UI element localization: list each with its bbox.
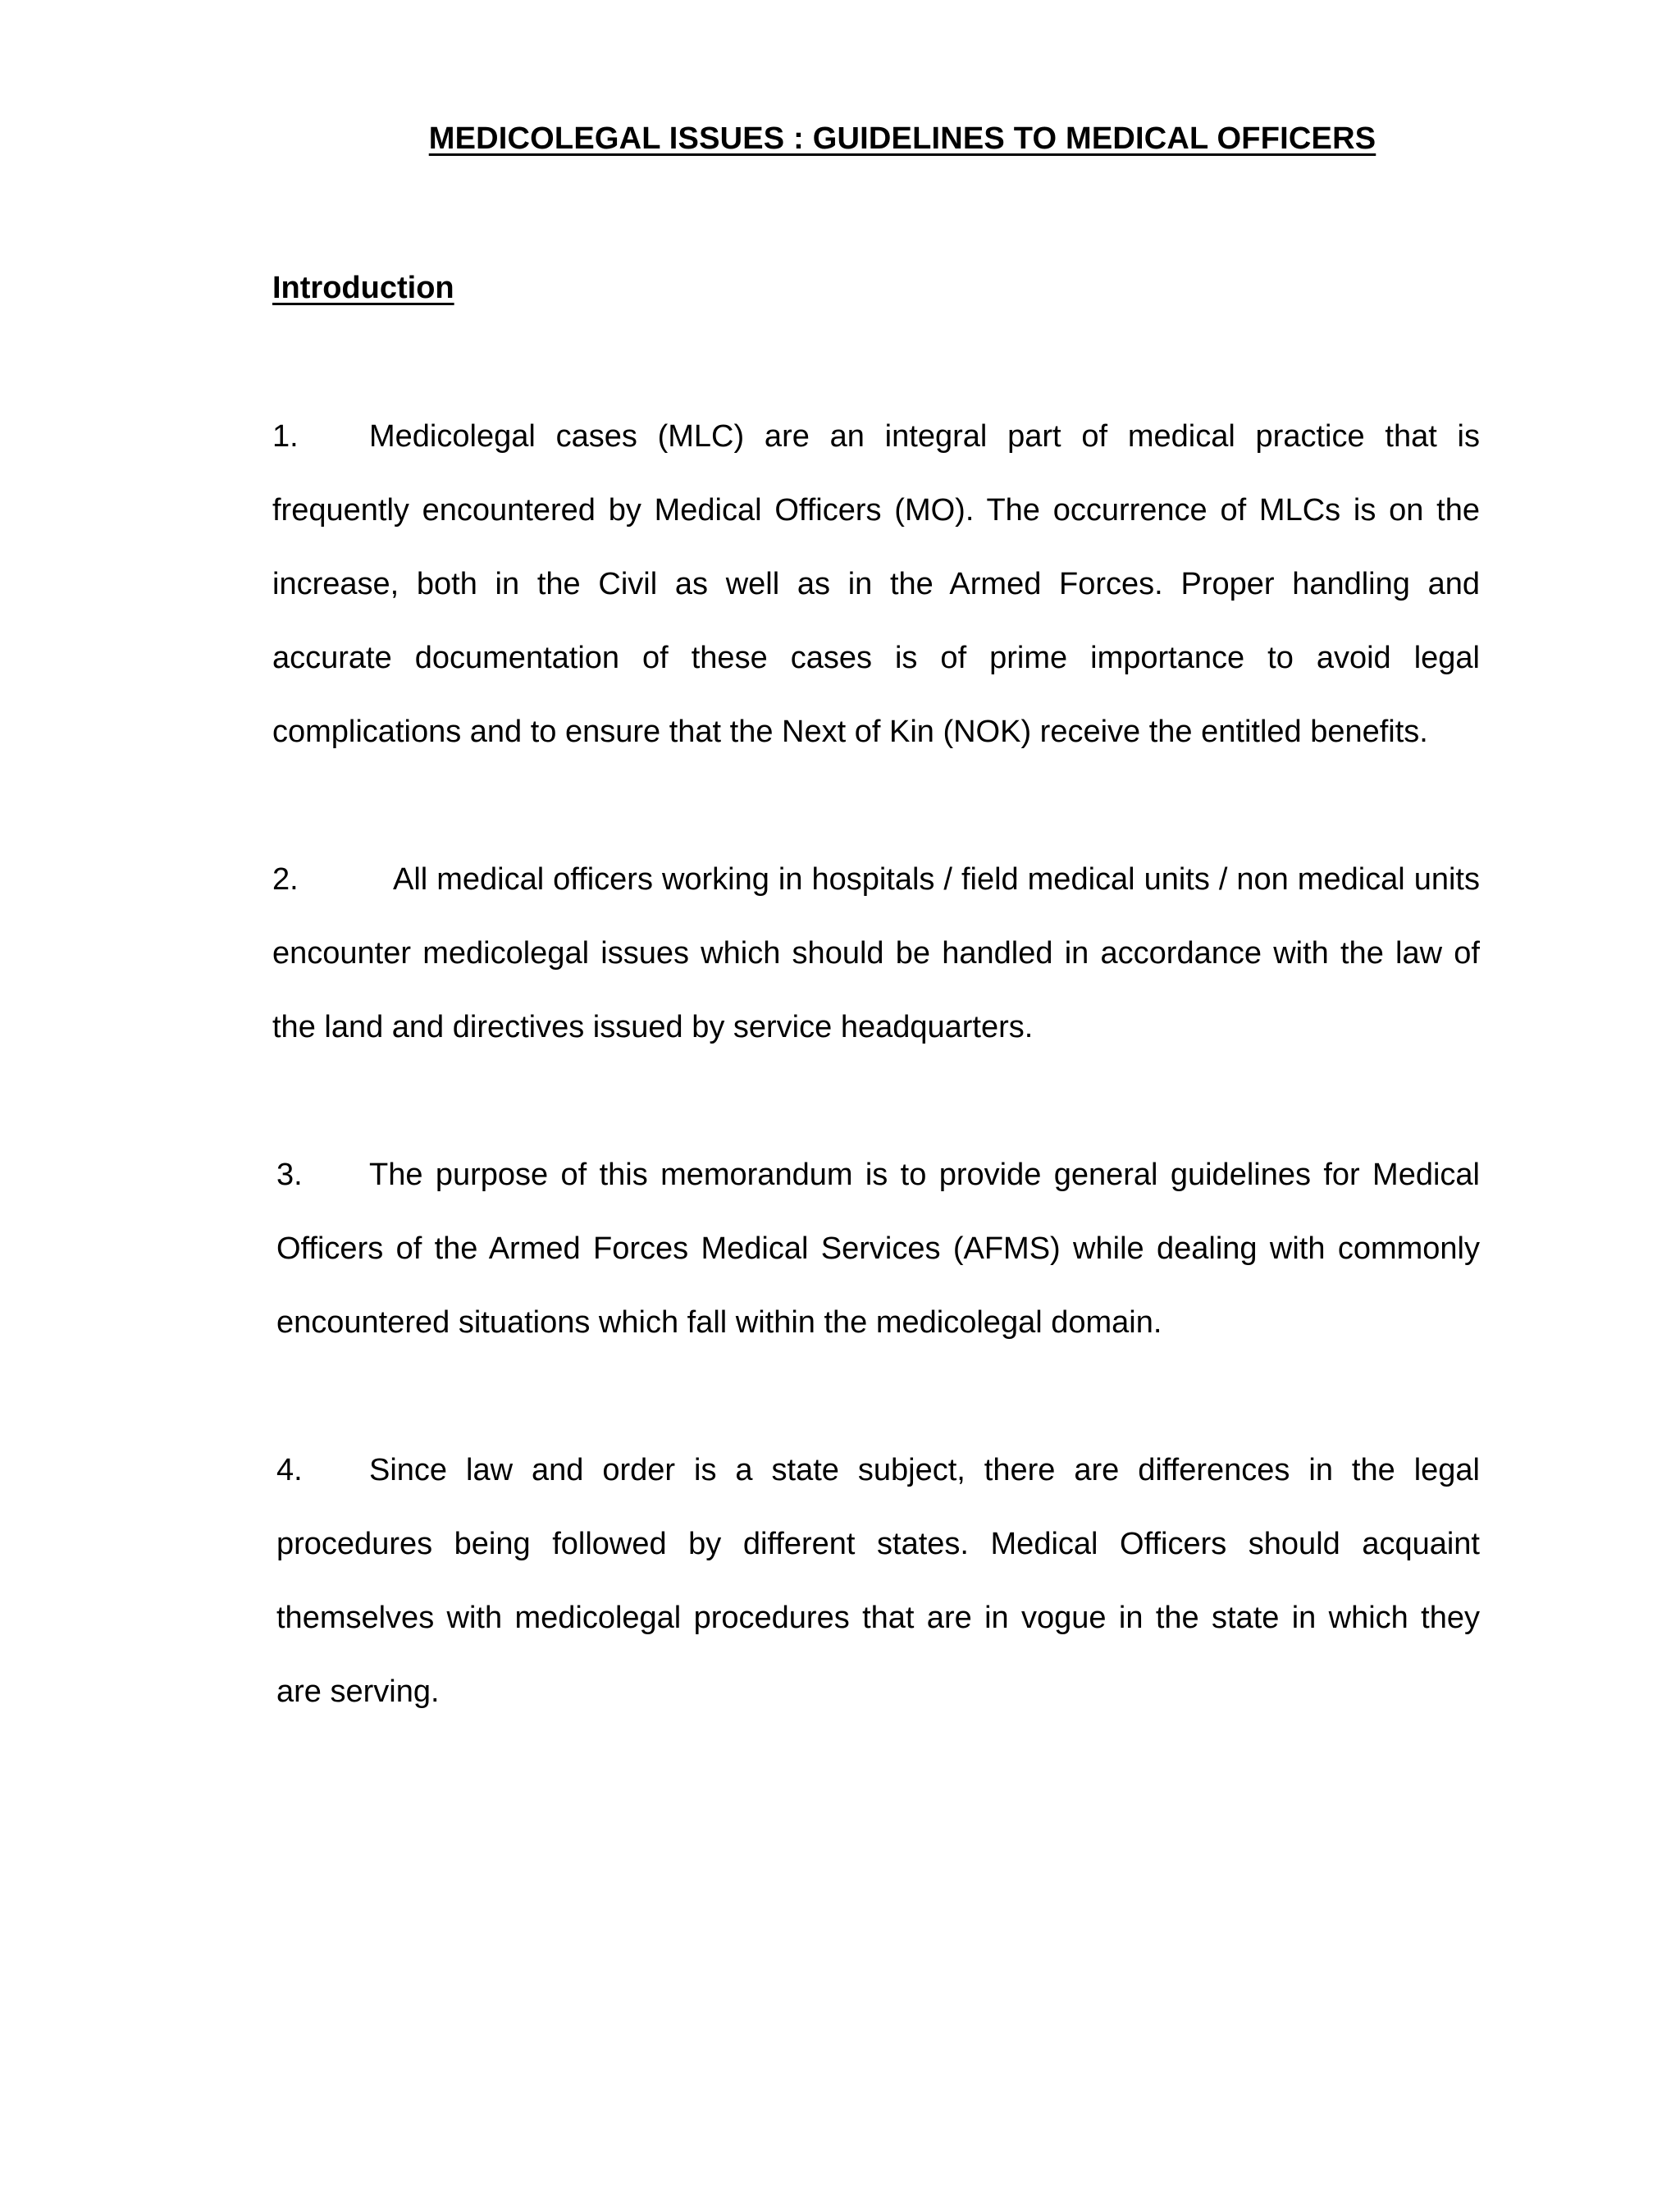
document-title: MEDICOLEGAL ISSUES : GUIDELINES TO MEDICAL OFFICERS — [428, 121, 1376, 156]
paragraph-text: The purpose of this memorandum is to provide general guidelines for Medical Officers of the Armed Forces Medical Services (AFMS) while dealing with commonly encountered situations which fall within the medicolegal domain. — [276, 1158, 1480, 1340]
section-heading-introduction: Introduction — [272, 271, 454, 305]
paragraph-number: 3. — [276, 1158, 303, 1192]
paragraph-3 — [276, 1138, 1480, 1359]
paragraph-text: All medical officers working in hospitals / field medical units / non medical units encounter medicolegal issues which should be handled in accordance with the law of the land and directives issued by service headquarters. — [272, 862, 1480, 1044]
paragraph-text: Since law and order is a state subject, there are differences in the legal procedures being followed by different states. Medical Officers should acquaint themselves with medicolegal procedures that are in vogue in the state in which they are serving. — [276, 1453, 1480, 1709]
paragraph-number: 1. — [272, 419, 299, 454]
paragraph-text: Medicolegal cases (MLC) are an integral part of medical practice that is frequently encountered by Medical Officers (MO). The occurrence of MLCs is on the increase, both in the Civil as well as in the Armed Forces. Proper handling and accurate documentation of these cases is of prime importance to avoid legal complications and to ensure that the Next of Kin (NOK) receive the entitled benefits. — [272, 419, 1480, 749]
paragraph-2 — [272, 843, 1480, 1064]
paragraph-1 — [272, 400, 1480, 769]
paragraph-number: 4. — [276, 1453, 303, 1487]
paragraph-4 — [276, 1433, 1480, 1729]
paragraph-number: 2. — [272, 862, 299, 897]
